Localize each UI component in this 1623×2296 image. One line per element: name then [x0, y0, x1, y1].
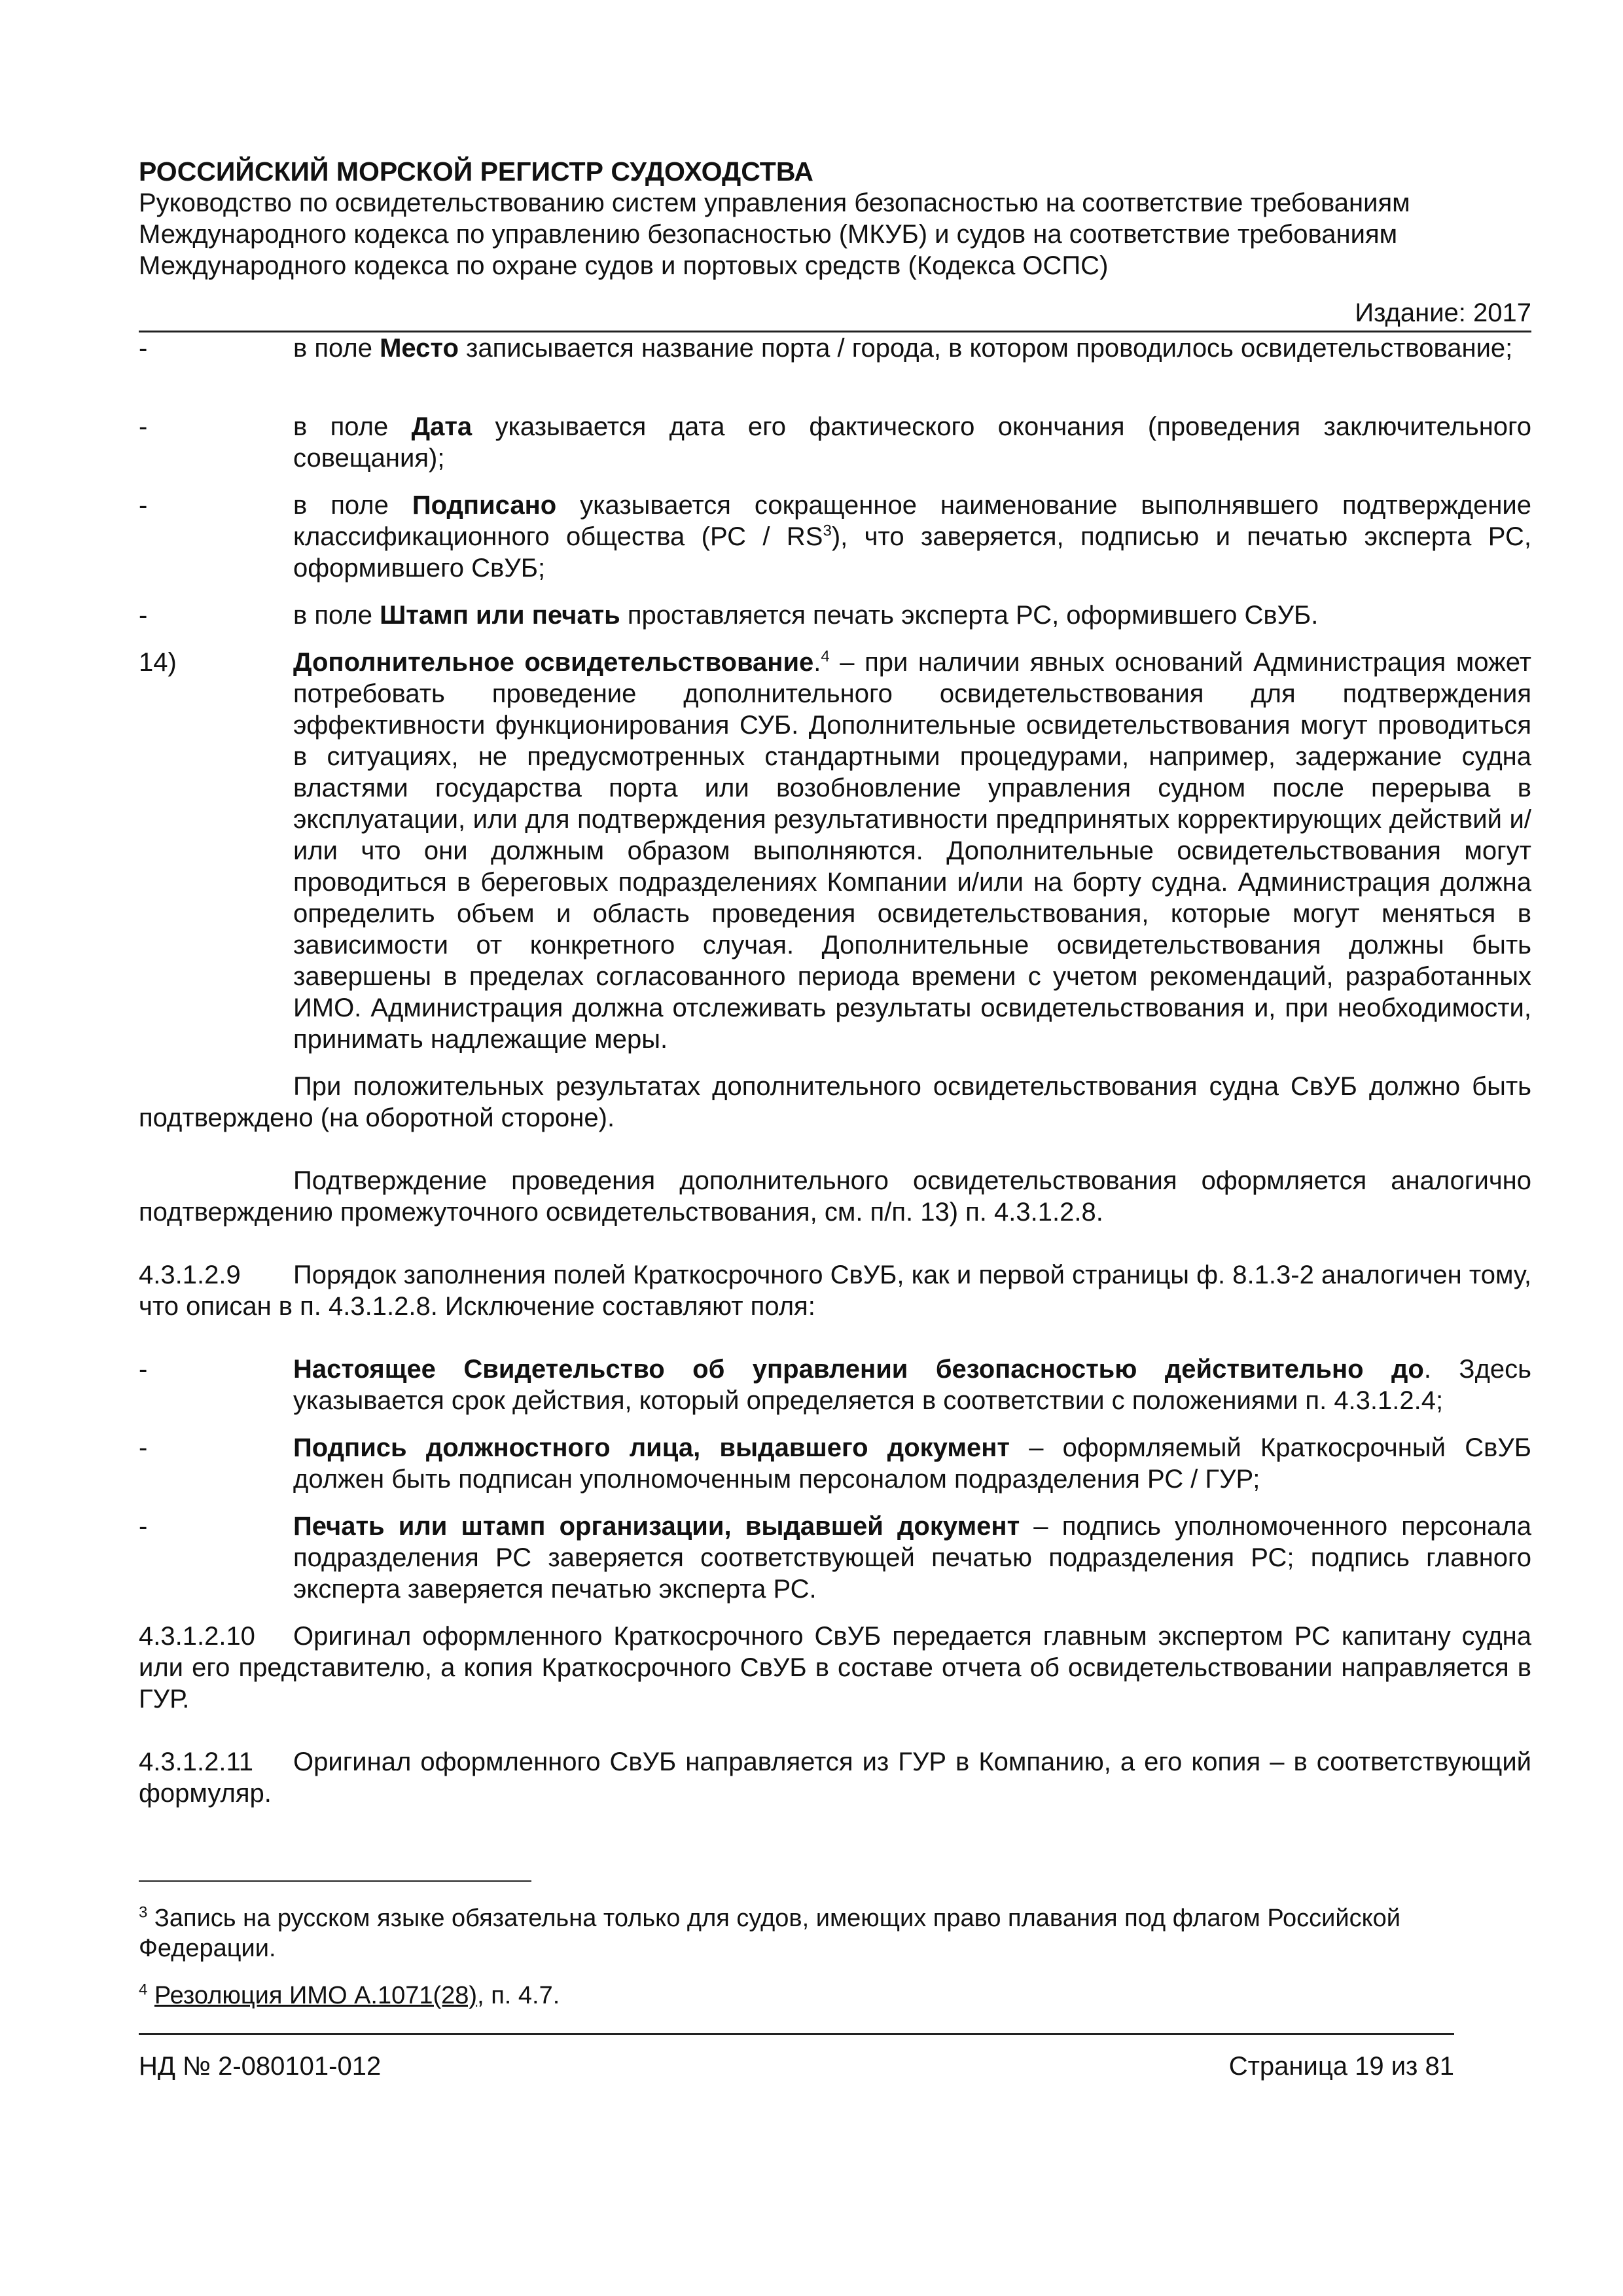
field-name: Штамп или печать: [380, 601, 620, 630]
organization-title: РОССИЙСКИЙ МОРСКОЙ РЕГИСТР СУДОХОДСТВА: [139, 156, 814, 187]
bullet-marker: -: [139, 1355, 148, 1384]
field-name: Печать или штамп организации, выдавшей документ: [293, 1512, 1020, 1541]
bullet-marker: -: [139, 1512, 148, 1541]
page-number: Страница 19 из 81: [1228, 2052, 1454, 2081]
edition-label: Издание: 2017: [1355, 298, 1531, 327]
field-item-place: - в поле Место записывается название порта / города, в котором проводилось освидетельствование;: [139, 334, 1513, 363]
item-heading: Дополнительное освидетельствование: [293, 648, 814, 677]
bullet-marker: -: [139, 1433, 148, 1462]
section-4-3-1-2-11: 4.3.1.2.11 Оригинал оформленного СвУБ направляется из ГУР в Компанию, а его копия – в соответствующий формуляр.: [139, 1748, 1531, 1808]
bullet-marker: -: [139, 491, 148, 520]
footnote-number: 3: [139, 1903, 148, 1922]
bullet-marker: -: [139, 334, 148, 363]
section-4-3-1-2-10: 4.3.1.2.10 Оригинал оформленного Краткосрочного СвУБ передается главным экспертом РС капитану судна или его представителю, а копия Краткосрочного СвУБ в составе отчета об освидетельствовании направляется в ГУР.: [139, 1622, 1531, 1713]
document-number: НД № 2-080101-012: [139, 2052, 382, 2081]
section-4-3-1-2-9: 4.3.1.2.9 Порядок заполнения полей Краткосрочного СвУБ, как и первой страницы ф. 8.1.3-2 аналогичен тому, что описан в п. 4.3.1.2.8. Исключение составляют поля:: [139, 1261, 1531, 1321]
s9-field-signature: - Подпись должностного лица, выдавшего документ – оформляемый Краткосрочный СвУБ должен быть подписан уполномоченным персоналом подразделения РС / ГУР;: [139, 1433, 1531, 1494]
section-number: 4.3.1.2.11: [139, 1748, 253, 1776]
field-item-stamp: - в поле Штамп или печать проставляется печать эксперта РС, оформившего СвУБ.: [139, 601, 1319, 630]
paragraph-confirmation: Подтверждение проведения дополнительного освидетельствования оформляется аналогично подтверждению промежуточного освидетельствования, см. п/п. 13) п. 4.3.1.2.8.: [139, 1166, 1531, 1227]
footer-rule: [139, 2033, 1454, 2035]
field-name: Место: [380, 334, 459, 363]
subtitle-line: Международного кодекса по управлению безопасностью (МКУБ) и судов на соответствие требованиям: [139, 220, 1398, 249]
s9-field-valid-until: - Настоящее Свидетельство об управлении безопасностью действительно до. Здесь указывается срок действия, который определяется в соответствии с положениями п. 4.3.1.2.4;: [139, 1355, 1531, 1415]
field-item-date: - в поле Дата указывается дата его фактического окончания (проведения заключительного совещания);: [139, 412, 1531, 473]
bullet-marker: -: [139, 412, 148, 441]
subtitle-line: Международного кодекса по охране судов и портовых средств (Кодекса ОСПС): [139, 251, 1109, 280]
footnote-number: 4: [139, 1981, 148, 1999]
field-name: Подпись должностного лица, выдавшего документ: [293, 1433, 1010, 1462]
item-number: 14): [139, 648, 177, 677]
field-item-signed: - в поле Подписано указывается сокращенное наименование выполнявшего подтверждение классификационного общества $(РС / RS^3)$, что заверяется, подписью и печатью эксперта РС, оформившего СвУБ;: [139, 491, 1532, 583]
paragraph-positive-results: При положительных результатах дополнительного освидетельствования судна СвУБ должно быть подтверждено (на оборотной стороне).: [139, 1072, 1531, 1132]
footnote-3: $^3$ Запись на русском языке обязательна только для судов, имеющих право плавания под флагом Российской Федерации.: [139, 1903, 1401, 1962]
footnote-4: $^4$ Резолюция ИМО А.1071(28), п. 4.7.: [139, 1981, 560, 2009]
footnote-separator: [139, 1880, 531, 1882]
s9-field-seal: - Печать или штамп организации, выдавшей документ – подпись уполномоченного персонала подразделения РС заверяется соответствующей печатью подразделения РС; подпись главного эксперта заверяется печатью эксперта РС.: [139, 1512, 1531, 1604]
bullet-marker: -: [139, 601, 148, 630]
field-name: Дата: [411, 412, 473, 441]
guide-subtitle: [139, 187, 1531, 281]
imo-resolution-link[interactable]: Резолюция ИМО А.1071(28): [154, 1982, 478, 2009]
section-number: 4.3.1.2.9: [139, 1261, 241, 1289]
footnote-ref[interactable]: 3: [823, 522, 832, 540]
section-number: 4.3.1.2.10: [139, 1622, 255, 1651]
field-name: Настоящее Свидетельство об управлении безопасностью действительно до: [293, 1355, 1424, 1384]
item-14-additional-survey: 14) Дополнительное освидетельствование.$^4$ – при наличии явных оснований Администрация может потребовать проведение дополнительного освидетельствования для подтверждения эффективности функционирования СУБ. Дополнительные освидетельствования могут проводиться в ситуациях, не предусмотренных стандартными процедурами, например, задержание судна властями государства порта или возобновление управления судном после перерыва в эксплуатации, или для подтверждения результативности предпринятых корректирующих действий и/или что они должным образом выполняются. Дополнительные освидетельствования могут проводиться в береговых подразделениях Компании и/или на борту судна. Администрация должна определить объем и область проведения освидетельствования, которые могут меняться в зависимости от конкретного случая. Дополнительные освидетельствования должны быть завершены в пределах согласованного периода времени с учетом рекомендаций, разработанных ИМО. Администрация должна отслеживать результаты освидетельствования и, при необходимости, принимать надлежащие меры.: [139, 647, 1531, 1054]
field-name: Подписано: [412, 491, 557, 520]
subtitle-line: Руководство по освидетельствованию систем управления безопасностью на соответствие требованиям: [139, 188, 1410, 217]
footnote-ref[interactable]: 4: [821, 647, 830, 666]
